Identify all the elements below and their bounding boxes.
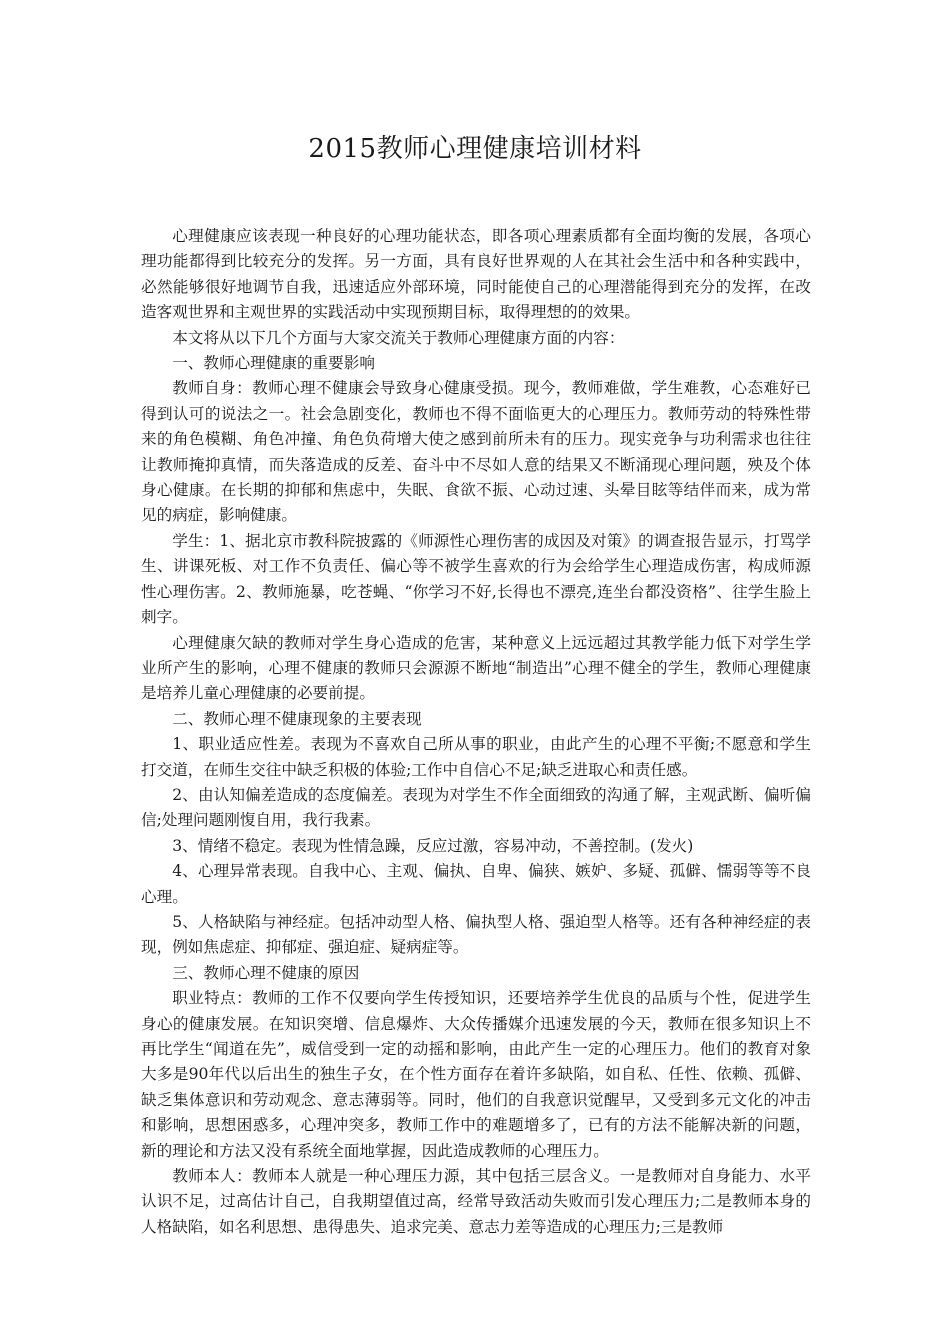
paragraph: 本文将从以下几个方面与大家交流关于教师心理健康方面的内容： — [172, 328, 625, 347]
section-heading: 一、教师心理健康的重要影响 — [172, 354, 375, 373]
list-item: 2、由认知偏差造成的态度偏差。表现为对学生不作全面细致的沟通了解，主观武断、偏听偏信;处理问题刚愎自用，我行我素。 — [141, 785, 811, 830]
document-title: 2015教师心理健康培训材料 — [308, 134, 642, 164]
paragraph: 心理健康应该表现一种良好的心理功能状态，即各项心理素质都有全面均衡的发展，各项心理功能都得到比较充分的发挥。另一方面，具有良好世界观的人在其社会生活中和各种实践中，必然能够很好地调节自我，迅速适应外部环境，同时能使自己的心理潜能得到充分的发挥，在改造客观世界和主观世界的实践活动中实现预期目标，取得理想的的效果。 — [141, 227, 811, 322]
section-heading: 二、教师心理不健康现象的主要表现 — [172, 709, 422, 728]
paragraph: 心理健康欠缺的教师对学生身心造成的危害，某种意义上远远超过其教学能力低下对学生学业所产生的影响，心理不健康的教师只会源源不断地“制造出”心理不健全的学生，教师心理健康是培养儿童心理健康的必要前提。 — [141, 633, 811, 703]
paragraph: 教师自身：教师心理不健康会导致身心健康受损。现今，教师难做，学生难教，心态难好已得到认可的说法之一。社会急剧变化，教师也不得不面临更大的心理压力。教师劳动的特殊性带来的角色模糊、角色冲撞、角色负荷增大使之感到前所未有的压力。现实竞争与功利需求也往往让教师掩抑真情，而失落造成的反差、奋斗中不尽如人意的结果又不断涌现心理问题，殃及个体身心健康。在长期的抑郁和焦虑中，失眠、食欲不振、心动过速、头晕目眩等结伴而来，成为常见的病症，影响健康。 — [141, 379, 811, 525]
paragraph: 职业特点：教师的工作不仅要向学生传授知识，还要培养学生优良的品质与个性，促进学生身心的健康发展。在知识突增、信息爆炸、大众传播媒介迅速发展的今天，教师在很多知识上不再比学生“闻道在先”，威信受到一定的动摇和影响，由此产生一定的心理压力。他们的教育对象大多是90年代以后出生的独生子女，在个性方面存在着许多缺陷，如自私、任性、依赖、孤僻、缺乏集体意识和劳动观念、意志薄弱等。同时，他们的自我意识觉醒早，又受到多元文化的冲击和影响，思想困惑多，心理冲突多，教师工作中的难题增多了，已有的方法不能解决新的问题，新的理论和方法又没有系统全面地掌握，因此造成教师的心理压力。 — [141, 989, 811, 1160]
list-item: 4、心理异常表现。自我中心、主观、偏执、自卑、偏狭、嫉妒、多疑、孤僻、懦弱等等不良心理。 — [141, 862, 811, 906]
paragraph: 学生：1、据北京市教科院披露的《师源性心理伤害的成因及对策》的调查报告显示，打骂学生、讲课死板、对工作不负责任、偏心等不被学生喜欢的行为会给学生心理造成伤害，构成师源性心理伤害。2、教师施暴，吃苍蝇、“你学习不好,长得也不漂亮,连坐台都没资格”、往学生脸上刺字。 — [141, 531, 811, 627]
list-item: 1、职业适应性差。表现为不喜欢自己所从事的职业，由此产生的心理不平衡;不愿意和学生打交道，在师生交往中缺乏积极的体验;工作中自信心不足;缺乏进取心和责任感。 — [141, 735, 811, 779]
document-body — [141, 224, 811, 1240]
list-item: 5、人格缺陷与神经症。包括冲动型人格、偏执型人格、强迫型人格等。还有各种神经症的表现，例如焦虑症、抑郁症、强迫症、疑病症等。 — [141, 912, 811, 957]
list-item: 3、情绪不稳定。表现为性情急躁，反应过激，容易冲动，不善控制。(发火) — [172, 836, 694, 855]
paragraph: 教师本人：教师本人就是一种心理压力源，其中包括三层含义。一是教师对自身能力、水平认识不足，过高估计自己，自我期望值过高，经常导致活动失败而引发心理压力;二是教师本身的人格缺陷，如名利思想、患得患失、追求完美、意志力差等造成的心理压力;三是教师 — [141, 1167, 811, 1236]
section-heading: 三、教师心理不健康的原因 — [172, 963, 360, 982]
